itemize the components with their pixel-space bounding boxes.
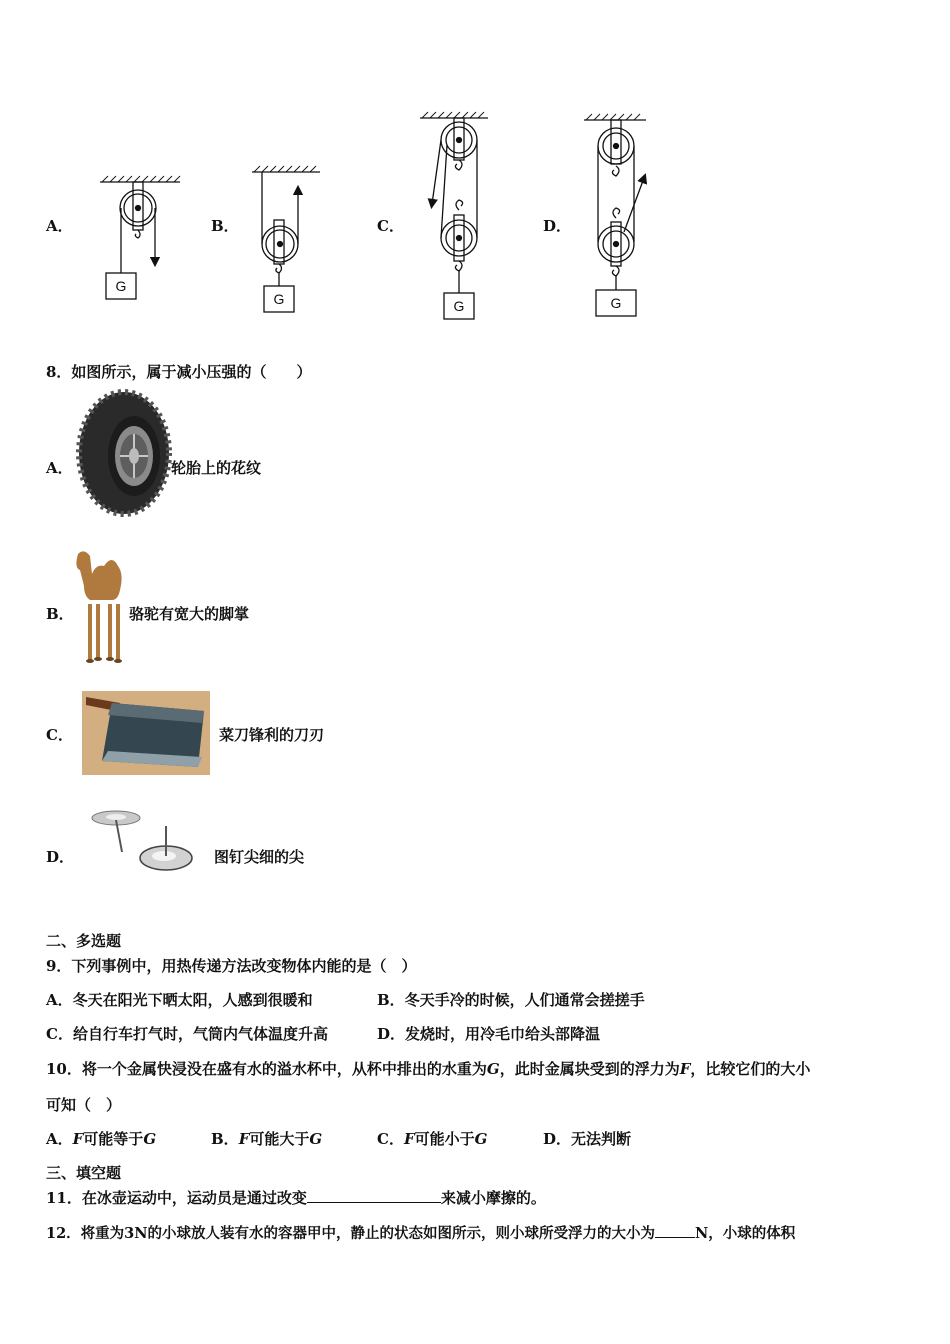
q10-var-f: F bbox=[679, 1060, 691, 1078]
q10-option-b: B．F可能大于G bbox=[211, 1130, 323, 1148]
q8-option-b-text: 骆驼有宽大的脚掌 bbox=[129, 605, 250, 623]
q8-option-c-label: C． bbox=[46, 726, 73, 744]
q9-option-b: B．冬天手冷的时候，人们通常会搓搓手 bbox=[377, 991, 645, 1009]
q8-option-c-text: 菜刀锋利的刀刃 bbox=[219, 726, 325, 744]
pulley-diagram-d bbox=[584, 114, 646, 316]
q12-stem: 12．将重为3N的小球放人装有水的容器甲中，静止的状态如图所示，则小球所受浮力的大小为 N，小球的体积 bbox=[46, 1225, 796, 1242]
q10-text-1: 10．将一个金属快浸没在盛有水的溢水杯中，从杯中排出的水重为 bbox=[46, 1060, 487, 1078]
q10-option-d: D．无法判断 bbox=[543, 1130, 632, 1148]
pulley-diagrams bbox=[0, 0, 950, 330]
q10-stem-line2: 可知（ ） bbox=[46, 1096, 122, 1114]
q8-option-d-text: 图钉尖细的尖 bbox=[214, 848, 305, 866]
q8-option-b-label: B． bbox=[46, 605, 74, 623]
pulley-option-a-label: A． bbox=[46, 217, 73, 235]
section-3-title: 三、填空题 bbox=[46, 1164, 122, 1182]
q10-text-3: ，比较它们的大小 bbox=[690, 1060, 811, 1078]
q10-var-g: G bbox=[486, 1060, 500, 1078]
weight-g-label-a: G bbox=[115, 278, 127, 294]
cleaver-image bbox=[82, 691, 210, 775]
tire-image bbox=[74, 390, 170, 516]
camel-image bbox=[72, 548, 128, 666]
pulley-option-b-label: B． bbox=[211, 217, 239, 235]
thumbtack-image bbox=[88, 806, 196, 876]
q10-stem-line1 bbox=[46, 1058, 810, 1079]
q8-option-a-label: A． bbox=[46, 459, 73, 477]
q11-answer-blank[interactable] bbox=[307, 1188, 441, 1203]
pulley-option-c-label: C． bbox=[377, 217, 404, 235]
q8-option-d-label: D． bbox=[46, 848, 75, 866]
q9-option-c: C．给自行车打气时，气筒内气体温度升高 bbox=[46, 1025, 328, 1043]
q11-stem: 11．在冰壶运动中，运动员是通过改变 来减小摩擦的。 bbox=[46, 1189, 546, 1207]
pulley-diagram-c bbox=[420, 112, 488, 319]
q10-option-a: A．F可能等于G bbox=[46, 1130, 157, 1148]
pulley-option-d-label: D． bbox=[543, 217, 572, 235]
q10-text-2: ，此时金属块受到的浮力为 bbox=[499, 1060, 680, 1078]
q12-answer-blank[interactable] bbox=[655, 1223, 695, 1238]
q10-option-c: C．F可能小于G bbox=[377, 1130, 488, 1148]
weight-g-label-d: G bbox=[610, 295, 622, 311]
q9-option-d: D．发烧时，用冷毛巾给头部降温 bbox=[377, 1025, 601, 1043]
q8-option-a-text: 轮胎上的花纹 bbox=[171, 459, 262, 477]
q9-stem: 9．下列事例中，用热传递方法改变物体内能的是（ ） bbox=[46, 957, 417, 975]
weight-g-label-b: G bbox=[273, 291, 285, 307]
section-2-title: 二、多选题 bbox=[46, 932, 122, 950]
q9-option-a: A．冬天在阳光下晒太阳，人感到很暖和 bbox=[46, 991, 313, 1009]
q8-stem: 8．如图所示，属于减小压强的（ ） bbox=[46, 363, 312, 381]
weight-g-label-c: G bbox=[453, 298, 465, 314]
